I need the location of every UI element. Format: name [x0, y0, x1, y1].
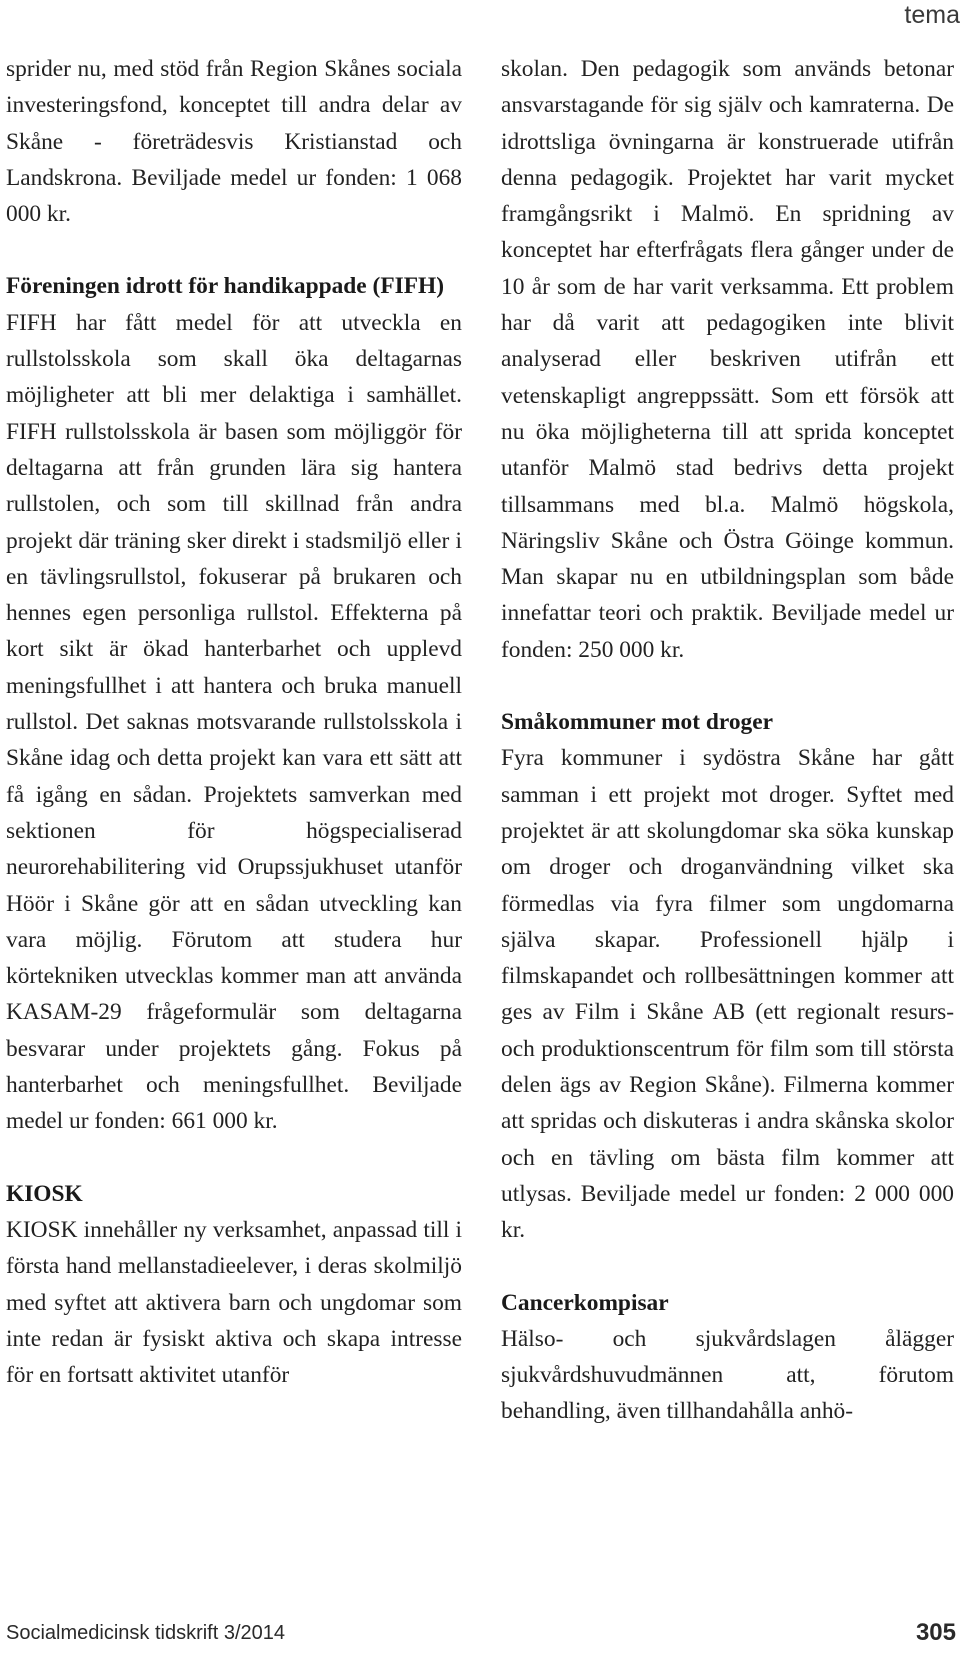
cancerkompisar-heading: Cancerkompisar [501, 1289, 669, 1316]
page-number: 305 [915, 1619, 956, 1646]
smakommuner-heading: Småkommuner mot droger [501, 709, 774, 736]
kiosk-heading: KIOSK [6, 1180, 83, 1207]
section-label: tema [904, 1, 960, 29]
right-column [501, 51, 954, 1430]
fifh-body: FIFH har fått medel för att utveckla en rullstolsskola som skall öka deltagarnas möjligheter att bli mer delaktiga i samhället. FIFH rullstolsskola är basen som möjliggör för deltagarna att från grunden lära sig hantera rullstolen, och som till skillnad från andra projekt där träning sker direkt i stadsmiljö eller i en tävlingsrullstol, fokuserar på brukaren och hennes egen personliga rullstol. Effekterna på kort sikt är ökad hanterbarhet och upplevd meningsfullhet i att hantera och bruka manuell rullstol. Det saknas motsvarande rullstolsskola i Skåne idag och detta projekt kan vara ett sätt att få igång en sådan. Projektets samverkan med sektionen för högspecialiserad neurorehabilitering vid Orupssjukhuset utanför Höör i Skåne gör att en sådan utveckling kan vara möjlig. Förutom att studera hur körtekniken utvecklas kommer man att använda KASAM-29 frågeformulär som deltagarna besvarar under projektets gång. Fokus på hanterbarhet och meningsfullhet. Beviljade medel ur fonden: 661 000 kr. [6, 309, 462, 1135]
journal-title: Socialmedicinsk tidskrift 3/2014 [6, 1622, 286, 1644]
spacer [6, 1140, 462, 1176]
left-column [6, 51, 462, 1393]
cancerkompisar-body: Hälso- och sjukvårdslagen ålägger sjukvårdshuvudmännen att, förutom behandling, även tillhandahålla anhö- [501, 1325, 954, 1425]
smakommuner-body: Fyra kommuner i sydöstra Skåne har gått samman i ett projekt mot droger. Syftet med projektet är att skolungdomar ska söka kunskap om droger och droganvändning vilket ska förmedlas via fyra filmer som ungdomarna själva skapar. Professionell hjälp i filmskapandet och rollbesättningen kommer att ges av Film i Skåne AB (ett regionalt resurs- och produktionscentrum för film som till största delen ägs av Region Skåne). Filmerna kommer att spridas och diskuteras i andra skånska skolor och en tävling om bästa film kommer att utlysas. Beviljade medel ur fonden: 2 000 000 kr. [501, 745, 954, 1244]
fifh-heading: Föreningen idrott för handikappade (FIFH) [6, 273, 444, 300]
kiosk-body: KIOSK innehåller ny verksamhet, anpassad till i första hand mellanstadieelever, i deras skolmiljö med syftet att aktivera barn och ungdomar som inte redan är fysiskt aktiva och skapa intresse för en fortsatt aktivitet utanför [6, 1216, 462, 1389]
intro-paragraph: sprider nu, med stöd från Region Skånes sociala investeringsfond, konceptet till andra delar av Skåne - företrädesvis Kristianstad och Landskrona. Beviljade medel ur fonden: 1 068 000 kr. [6, 56, 462, 228]
spacer [501, 1249, 954, 1285]
spacer [501, 668, 954, 704]
spacer [6, 232, 462, 268]
kiosk-continued: skolan. Den pedagogik som används betonar ansvarstagande för sig själv och kamraterna. De idrottsliga övningarna är konstruerade utifrån denna pedagogik. Projektet har varit mycket framgångsrikt i Malmö. En spridning av konceptet har efterfrågats flera gånger under de 10 år som de har varit verksamma. Ett problem har då varit att pedagogiken inte blivit analyserad eller beskriven utifrån ett vetenskapligt angreppssätt. Som ett försök att nu öka möjligheterna till att sprida konceptet utanför Malmö stad bedrivs detta projekt tillsammans med bl.a. Malmö högskola, Näringsliv Skåne och Östra Göinge kommun. Man skapar nu en utbildningsplan som både innefattar teori och praktik. Beviljade medel ur fonden: 250 000 kr. [501, 56, 954, 663]
